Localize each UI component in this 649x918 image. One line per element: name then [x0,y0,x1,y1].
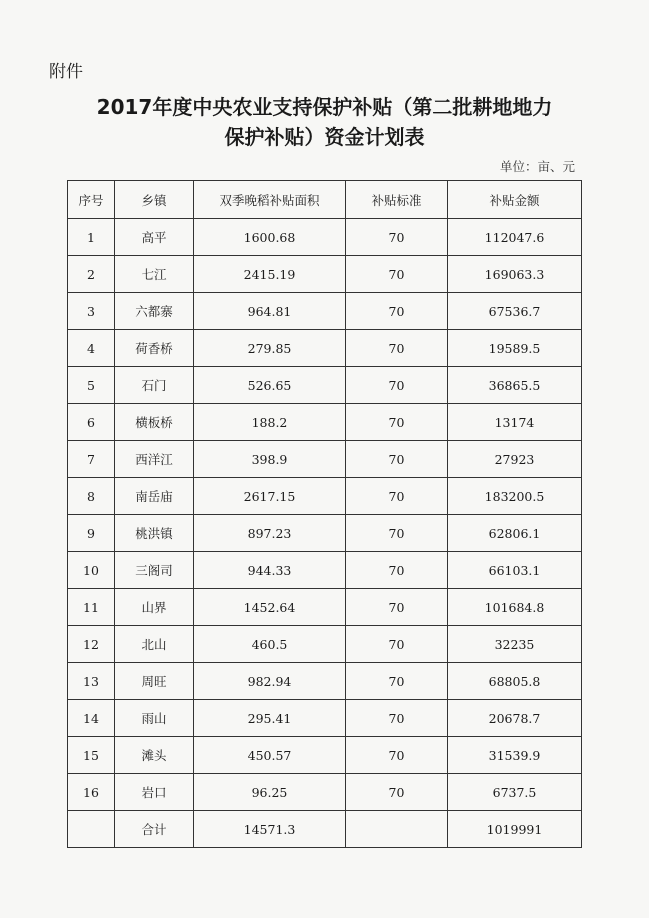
total-no [68,811,115,848]
row-standard: 70 [346,589,448,626]
table-row [68,515,582,552]
row-area: 295.41 [194,700,346,737]
row-no: 12 [68,626,115,663]
row-no: 6 [68,404,115,441]
total-town: 合计 [115,811,194,848]
unit-label: 单位：亩、元 [499,159,575,174]
header-no: 序号 [68,181,115,219]
title-line-2: 保护补贴）资金计划表 [224,125,425,149]
row-no: 4 [68,330,115,367]
table-row [68,478,582,515]
table-row [68,293,582,330]
row-town: 荷香桥 [115,330,194,367]
row-area: 982.94 [194,663,346,700]
row-area: 897.23 [194,515,346,552]
row-amount: 31539.9 [448,737,582,774]
row-area: 188.2 [194,404,346,441]
row-standard: 70 [346,367,448,404]
document-title [0,92,649,152]
row-area: 964.81 [194,293,346,330]
row-standard: 70 [346,626,448,663]
row-no: 8 [68,478,115,515]
total-row [68,811,582,848]
total-area: 14571.3 [194,811,346,848]
row-town: 西洋江 [115,441,194,478]
row-no: 7 [68,441,115,478]
total-standard [346,811,448,848]
row-amount: 13174 [448,404,582,441]
row-town: 横板桥 [115,404,194,441]
row-area: 279.85 [194,330,346,367]
row-area: 450.57 [194,737,346,774]
row-standard: 70 [346,256,448,293]
row-no: 5 [68,367,115,404]
row-amount: 67536.7 [448,293,582,330]
table-body [68,219,582,848]
row-area: 1452.64 [194,589,346,626]
header-town: 乡镇 [115,181,194,219]
row-area: 526.65 [194,367,346,404]
row-amount: 68805.8 [448,663,582,700]
row-amount: 36865.5 [448,367,582,404]
header-area: 双季晚稻补贴面积 [194,181,346,219]
table-row [68,774,582,811]
row-amount: 183200.5 [448,478,582,515]
table-row [68,330,582,367]
row-town: 山界 [115,589,194,626]
row-standard: 70 [346,478,448,515]
row-town: 雨山 [115,700,194,737]
subsidy-table [67,180,582,848]
row-area: 1600.68 [194,219,346,256]
row-amount: 66103.1 [448,552,582,589]
title-line-1: 2017年度中央农业支持保护补贴（第二批耕地地力 [96,95,553,119]
row-standard: 70 [346,737,448,774]
table-row [68,663,582,700]
row-town: 桃洪镇 [115,515,194,552]
row-standard: 70 [346,330,448,367]
table-row [68,219,582,256]
row-area: 2415.19 [194,256,346,293]
header-amount: 补贴金额 [448,181,582,219]
table-row [68,626,582,663]
row-no: 9 [68,515,115,552]
row-town: 滩头 [115,737,194,774]
row-town: 北山 [115,626,194,663]
row-no: 10 [68,552,115,589]
row-town: 七江 [115,256,194,293]
row-town: 石门 [115,367,194,404]
row-no: 2 [68,256,115,293]
row-standard: 70 [346,700,448,737]
row-area: 96.25 [194,774,346,811]
row-amount: 169063.3 [448,256,582,293]
header-row [68,181,582,219]
row-standard: 70 [346,219,448,256]
row-amount: 62806.1 [448,515,582,552]
row-no: 13 [68,663,115,700]
row-no: 3 [68,293,115,330]
table-row [68,367,582,404]
row-area: 460.5 [194,626,346,663]
table-row [68,256,582,293]
row-area: 2617.15 [194,478,346,515]
total-amount: 1019991 [448,811,582,848]
table-row [68,441,582,478]
table-row [68,404,582,441]
row-town: 六都寨 [115,293,194,330]
row-standard: 70 [346,515,448,552]
row-town: 高平 [115,219,194,256]
table-row [68,589,582,626]
row-amount: 19589.5 [448,330,582,367]
row-amount: 27923 [448,441,582,478]
row-amount: 112047.6 [448,219,582,256]
row-no: 14 [68,700,115,737]
row-no: 15 [68,737,115,774]
header-standard: 补贴标准 [346,181,448,219]
row-amount: 101684.8 [448,589,582,626]
table-row [68,737,582,774]
row-standard: 70 [346,774,448,811]
row-town: 岩口 [115,774,194,811]
row-no: 1 [68,219,115,256]
row-standard: 70 [346,404,448,441]
table-row [68,700,582,737]
row-amount: 6737.5 [448,774,582,811]
row-town: 周旺 [115,663,194,700]
row-town: 南岳庙 [115,478,194,515]
row-no: 11 [68,589,115,626]
row-amount: 32235 [448,626,582,663]
row-area: 398.9 [194,441,346,478]
attachment-label: 附件 [49,62,83,82]
row-area: 944.33 [194,552,346,589]
row-standard: 70 [346,293,448,330]
row-amount: 20678.7 [448,700,582,737]
row-standard: 70 [346,663,448,700]
row-standard: 70 [346,441,448,478]
table-row [68,552,582,589]
row-standard: 70 [346,552,448,589]
row-no: 16 [68,774,115,811]
row-town: 三阁司 [115,552,194,589]
